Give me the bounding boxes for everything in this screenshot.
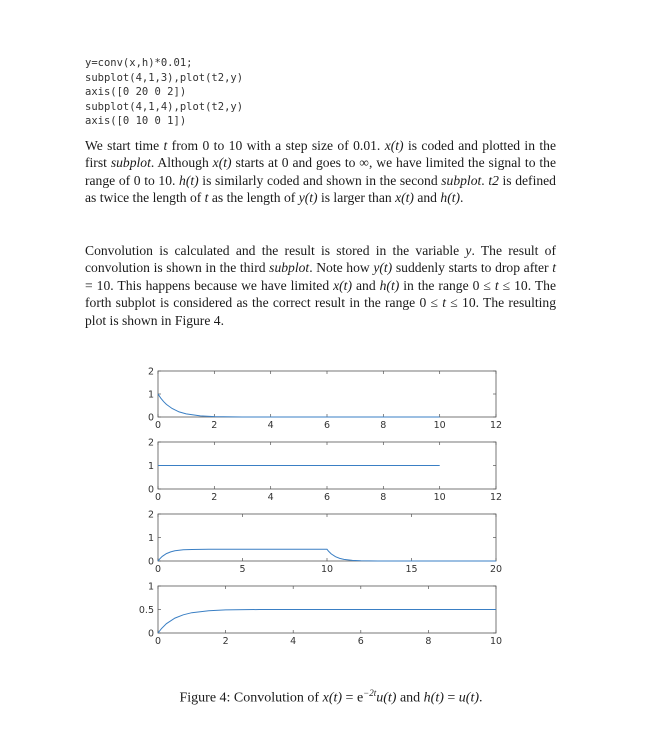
x-tick-label: 5 — [239, 564, 246, 575]
code-line: subplot(4,1,3),plot(t2,y) — [85, 71, 244, 84]
x-tick-label: 15 — [405, 564, 418, 575]
x-tick-label: 10 — [320, 564, 334, 575]
x-tick-label: 4 — [267, 492, 274, 503]
code-line: y=conv(x,h)*0.01; — [85, 57, 193, 69]
x-tick-label: 12 — [489, 492, 503, 503]
subplot-axes-box — [158, 514, 496, 561]
x-tick-label: 6 — [323, 492, 331, 503]
y-tick-label: 2 — [147, 437, 154, 449]
y-tick-label: 0 — [147, 628, 154, 640]
subplot-axes-box — [158, 371, 496, 417]
x-tick-label: 0 — [154, 564, 162, 575]
x-tick-label: 2 — [222, 636, 229, 647]
y-tick-label: 1 — [147, 461, 154, 472]
code-line: axis([0 20 0 2]) — [85, 86, 187, 98]
y-tick-label: 0.5 — [138, 605, 154, 616]
x-tick-label: 12 — [489, 420, 503, 431]
subplot-3 — [148, 510, 502, 576]
x-tick-label: 20 — [489, 564, 503, 575]
y-tick-label: 1 — [147, 581, 154, 593]
y-tick-label: 1 — [147, 389, 154, 401]
x-tick-label: 2 — [211, 420, 218, 431]
y-tick-label: 1 — [147, 533, 154, 544]
x-tick-label: 0 — [154, 636, 162, 647]
x-tick-label: 4 — [267, 420, 274, 431]
paragraph-2: Convolution is calculated and the result is stored in the variable y. The result of convolution is shown in the third subplot. Note how y(t) suddenly starts to drop after t = 10. This happens because we have limited x(t) and h(t) in the range 0 ≤ t ≤ 10. The forth subplot is considered as the correct result in the range 0 ≤ t ≤ 10. The resulting plot is shown in Figure 4. — [85, 243, 556, 328]
x-tick-label: 8 — [380, 492, 387, 503]
x-tick-label: 8 — [425, 636, 432, 647]
y-tick-label: 2 — [147, 366, 154, 378]
x-tick-label: 6 — [323, 420, 331, 431]
x-tick-label: 10 — [433, 492, 446, 503]
x-tick-label: 6 — [357, 636, 364, 647]
code-line: axis([0 10 0 1]) — [85, 115, 187, 127]
code-line: subplot(4,1,4),plot(t2,y) — [85, 100, 244, 113]
x-tick-label: 0 — [154, 492, 162, 503]
figure-caption: Figure 4: Convolution of $x(t) = e^{-2t}u(t)$ and h(t) = u(t). — [179, 688, 483, 706]
x-tick-label: 0 — [154, 420, 162, 431]
y-tick-label: 0 — [147, 412, 154, 424]
subplot-4 — [139, 582, 502, 648]
y-tick-label: 0 — [147, 484, 154, 496]
x-tick-label: 10 — [433, 420, 446, 431]
subplot-2 — [148, 438, 502, 504]
x-tick-label: 10 — [489, 636, 503, 647]
subplot-1 — [148, 367, 502, 432]
series-line-y — [158, 610, 496, 634]
x-tick-label: 2 — [211, 492, 218, 503]
x-tick-label: 4 — [290, 636, 297, 647]
x-tick-label: 8 — [380, 420, 387, 431]
series-line-x — [158, 394, 440, 417]
y-tick-label: 2 — [147, 509, 154, 521]
y-tick-label: 0 — [147, 556, 154, 568]
paragraph-1: We start time t from 0 to 10 with a step size of 0.01. x(t) is coded and plotted in the first subplot. Although x(t) starts at 0 and goes to ∞, we have limited the signal to the range of 0 to 10. h(t) is similarly coded and shown in the second subplot. t2 is defined as twice the length of t as the length of y(t) is larger than x(t) and h(t). — [85, 138, 557, 206]
